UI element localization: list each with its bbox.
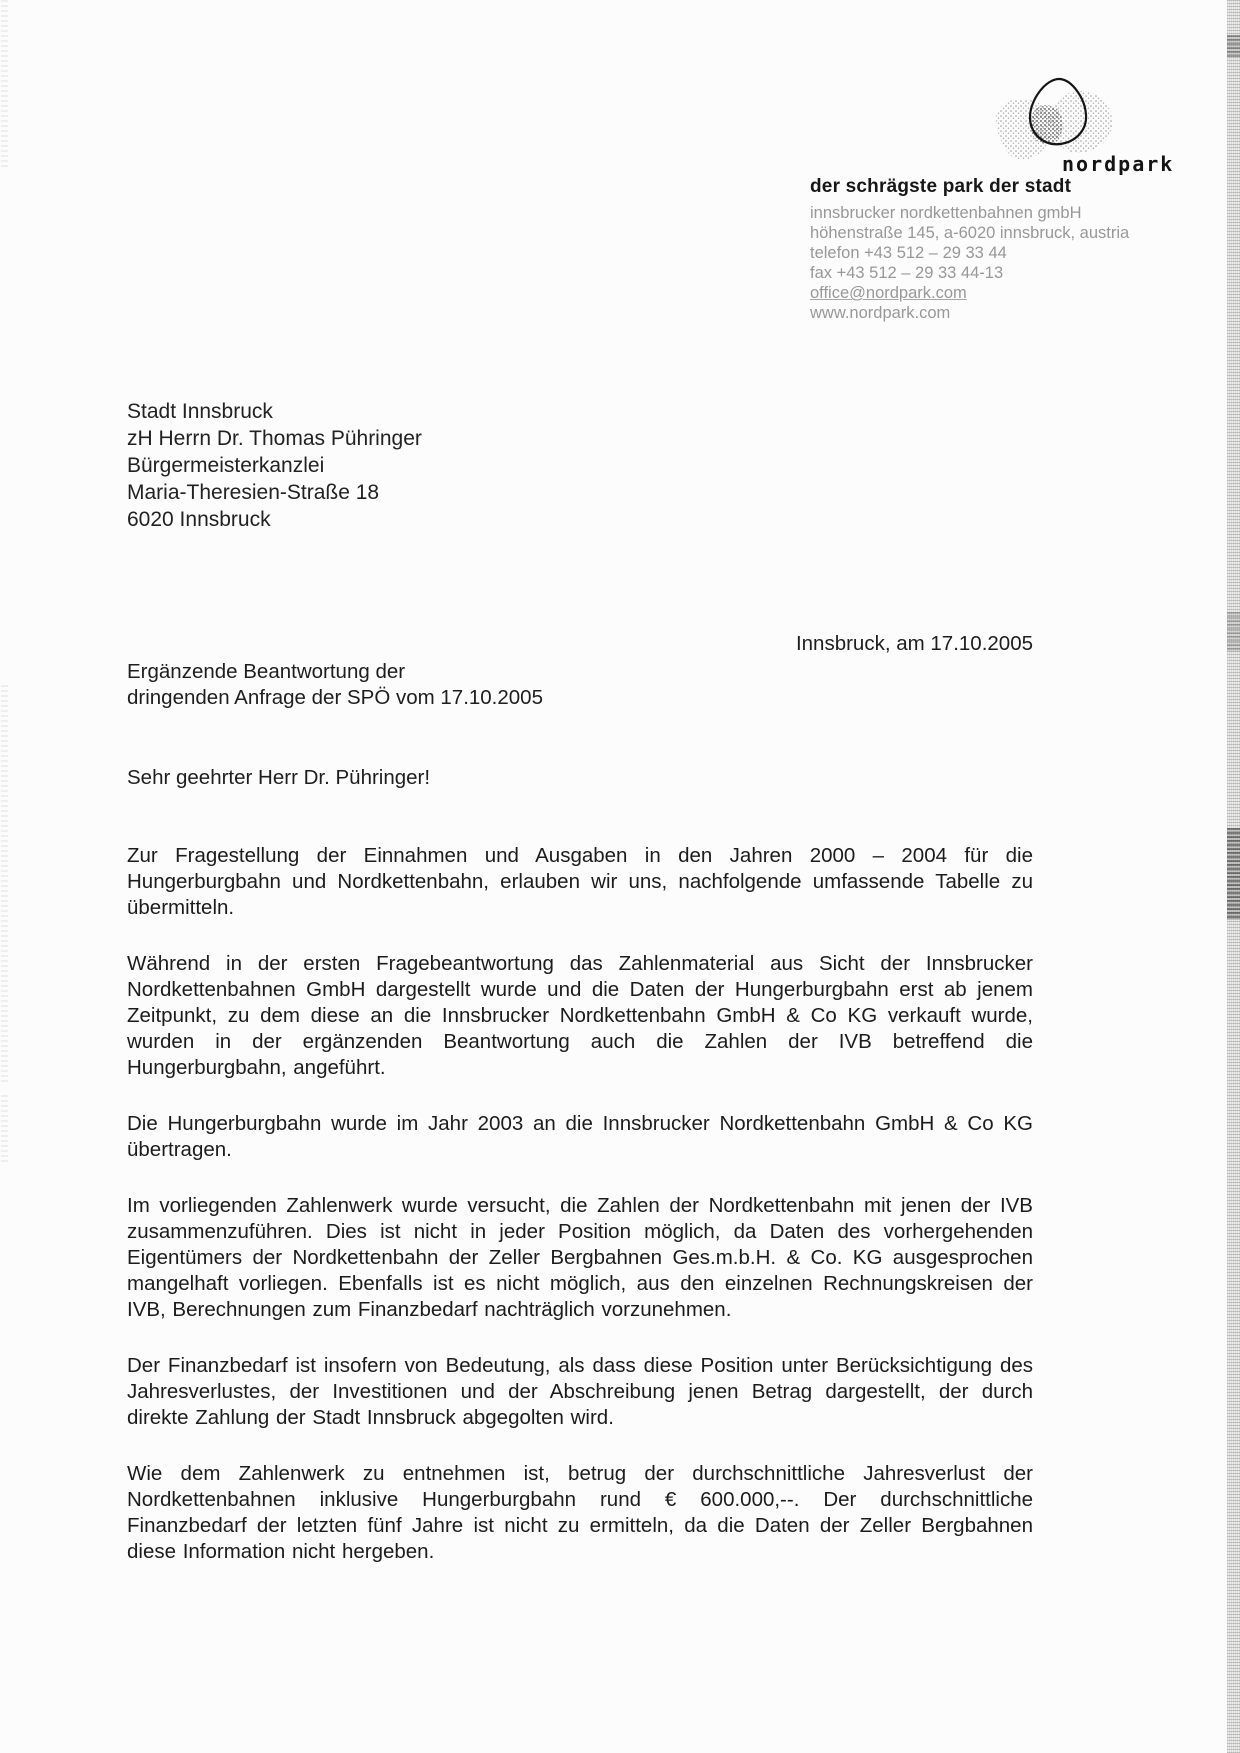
company-address: höhenstraße 145, a-6020 innsbruck, austria	[810, 224, 1130, 242]
company-fax: fax +43 512 – 29 33 44-13	[810, 264, 1004, 282]
recipient-line: zH Herrn Dr. Thomas Pühringer	[127, 427, 422, 450]
body-paragraph: Wie dem Zahlenwerk zu entnehmen ist, betrug der durchschnittliche Jahresverlust der Nordkettenbahnen inklusive Hungerburgbahn rund € 600.000,--. Der durchschnittliche Finanzbedarf der letzten fünf Jahre ist nicht zu ermitteln, da die Daten der Zeller Bergbahnen diese Information nicht hergeben.	[127, 1462, 1033, 1563]
letterhead-contact-block	[810, 203, 1129, 323]
salutation: Sehr geehrter Herr Dr. Pühringer!	[127, 766, 431, 789]
recipient-line: Stadt Innsbruck	[127, 400, 273, 423]
scan-artifact-right-dark	[1227, 828, 1240, 920]
recipient-line: 6020 Innsbruck	[127, 508, 271, 531]
body-paragraph: Während in der ersten Fragebeantwortung das Zahlenmaterial aus Sicht der Innsbrucker Nordkettenbahnen GmbH dargestellt wurde und die Daten der Hungerburgbahn erst ab jenem Zeitpunkt, zu dem diese an die Innsbrucker Nordkettenbahn GmbH & Co KG verkauft wurde, wurden in der ergänzenden Beantwortung auch die Zahlen der IVB betreffend die Hungerburgbahn, angeführt.	[127, 952, 1033, 1079]
body-paragraph: Zur Fragestellung der Einnahmen und Ausgaben in den Jahren 2000 – 2004 für die Hungerburgbahn und Nordkettenbahn, erlauben wir uns, nachfolgende umfassende Tabelle zu übermitteln.	[127, 844, 1033, 919]
subject-line-2: dringenden Anfrage der SPÖ vom 17.10.2005	[127, 686, 543, 709]
date-line: Innsbruck, am 17.10.2005	[795, 632, 1033, 655]
company-name: innsbrucker nordkettenbahnen gmbH	[810, 204, 1082, 222]
scan-artifact-right-dark	[1227, 612, 1240, 652]
body-paragraph: Der Finanzbedarf ist insofern von Bedeutung, als dass diese Position unter Berücksichtigung des Jahresverlustes, der Investitionen und der Abschreibung jenen Betrag dargestellt, der durch direkte Zahlung der Stadt Innsbruck abgegolten wird.	[127, 1354, 1033, 1429]
brand-wordmark: nordpark	[1062, 152, 1175, 176]
scan-artifact-left	[1, 0, 8, 170]
company-website: www.nordpark.com	[810, 304, 951, 322]
scan-artifact-left	[1, 685, 8, 1085]
recipient-line: Bürgermeisterkanzlei	[127, 454, 325, 477]
letterhead-tagline: der schrägste park der stadt	[810, 176, 1072, 197]
recipient-line: Maria-Theresien-Straße 18	[127, 481, 380, 504]
body-paragraph: Im vorliegenden Zahlenwerk wurde versucht, die Zahlen der Nordkettenbahn mit jenen der IVB zusammenzuführen. Dies ist nicht in jeder Position möglich, da Daten des vorhergehenden Eigentümers der Nordkettenbahn der Zeller Bergbahnen Ges.m.b.H. & Co. KG ausgesprochen mangelhaft vorliegen. Ebenfalls ist es nicht möglich, aus den einzelnen Rechnungskreisen der IVB, Berechnungen zum Finanzbedarf nachträglich vorzunehmen.	[127, 1194, 1033, 1321]
company-telefon: telefon +43 512 – 29 33 44	[810, 244, 1007, 262]
subject-line-1: Ergänzende Beantwortung der	[127, 660, 406, 683]
company-email: office@nordpark.com	[810, 284, 967, 302]
body-paragraph: Die Hungerburgbahn wurde im Jahr 2003 an die Innsbrucker Nordkettenbahn GmbH & Co KG übertragen.	[127, 1112, 1033, 1161]
subject-block	[127, 659, 543, 711]
recipient-address-block	[127, 398, 422, 533]
letter-body	[127, 843, 1033, 1595]
scan-artifact-right-dark	[1227, 35, 1240, 57]
scan-artifact-left	[1, 1095, 8, 1165]
